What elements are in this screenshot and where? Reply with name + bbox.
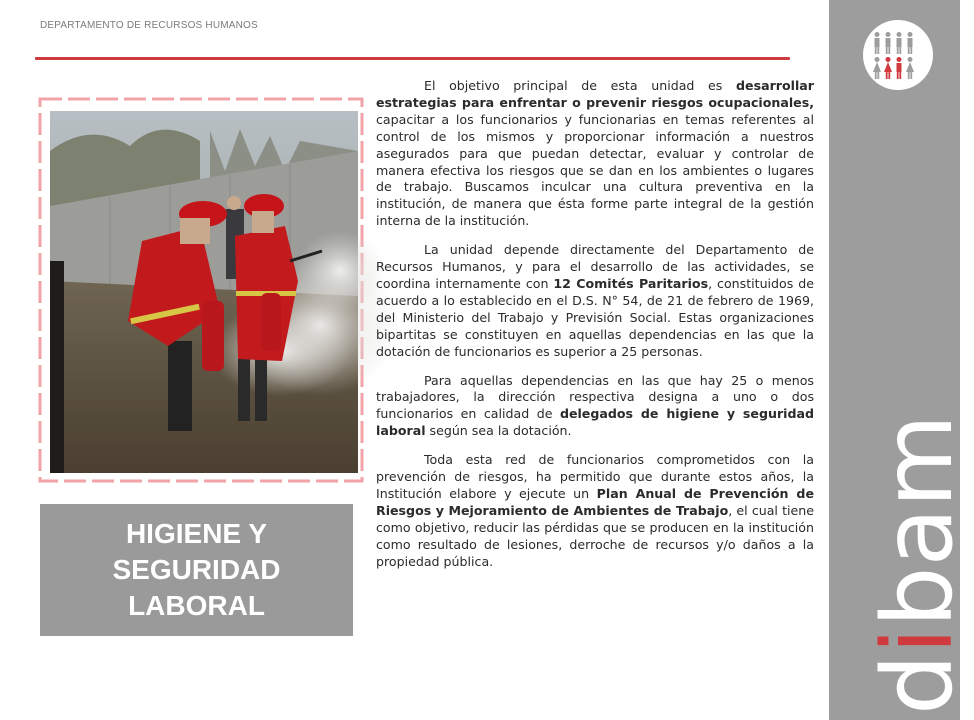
bold-text-run: delegados de higiene y seguridad laboral [376, 406, 814, 439]
logo-badge [863, 20, 933, 90]
brand-letters-bam: bam [862, 414, 974, 628]
department-header: DEPARTAMENTO DE RECURSOS HUMANOS [40, 20, 258, 31]
paragraph-committees [376, 242, 814, 360]
text-run: capacitar a los funcionarios y funcionarias en temas referentes al control de los mismos y proporcionar información a nuestros asegurados para que puedan detectar, evaluar y controlar de manera efectiva los riesgos que se dan en los ambientes o lugares de trabajo. Buscamos inculcar una cultura preventiva en la institución, de manera que ésta forme parte integral de la gestión interna de la institución. [376, 111, 814, 229]
bold-text-run: Plan Anual de Prevención de Riesgos y Mejoramiento de Ambientes de Trabajo [376, 485, 814, 518]
bold-text-run: desarrollar estrategias para enfrentar o prevenir riesgos ocupacionales, [376, 78, 814, 110]
brand-letter-i: i [862, 627, 974, 655]
paragraph-annual-plan [376, 452, 814, 570]
header-divider [35, 57, 790, 60]
people-group-icon [863, 20, 933, 90]
bold-text-run: 12 Comités Paritarios [553, 275, 709, 291]
text-run: , el cual tiene como objetivo, reducir las pérdidas que se producen en la institución como resultado de lesiones, derroche de recursos y/o daños a la propiedad pública. [376, 502, 814, 569]
section-title: HIGIENE Y SEGURIDAD LABORAL [112, 518, 281, 621]
body-text [376, 78, 814, 582]
brand-letter-d: d [862, 654, 974, 715]
text-run: Para aquellas dependencias en las que hay 25 o menos trabajadores, la dirección respectiva designa a uno o dos funcionarios en calidad de [376, 372, 814, 422]
fire-training-photo [50, 111, 358, 473]
text-run: Toda esta red de funcionarios comprometidos con la prevención de riesgos, ha permitido que durante estos años, la Institución elabore y ejecute un [376, 452, 814, 501]
text-run: , constituidos de acuerdo a lo establecido en el D.S. N° 54, de 21 de febrero de 1969, del Ministerio del Trabajo y Previsión Social. Estas organizaciones bipartitas se constituyen en aquellas dependencias en las que la dotación de funcionarios es superior a 25 personas. [376, 275, 814, 359]
paragraph-objective [376, 78, 814, 230]
section-title-box [40, 504, 353, 636]
text-run: según sea la dotación. [425, 423, 572, 439]
text-run: El objetivo principal de esta unidad es [424, 78, 737, 93]
brand-wordmark [862, 414, 974, 715]
text-run: La unidad depende directamente del Departamento de Recursos Humanos, y para el desarrollo de las actividades, se coordina internamente con [376, 242, 814, 291]
paragraph-delegates [376, 373, 814, 441]
